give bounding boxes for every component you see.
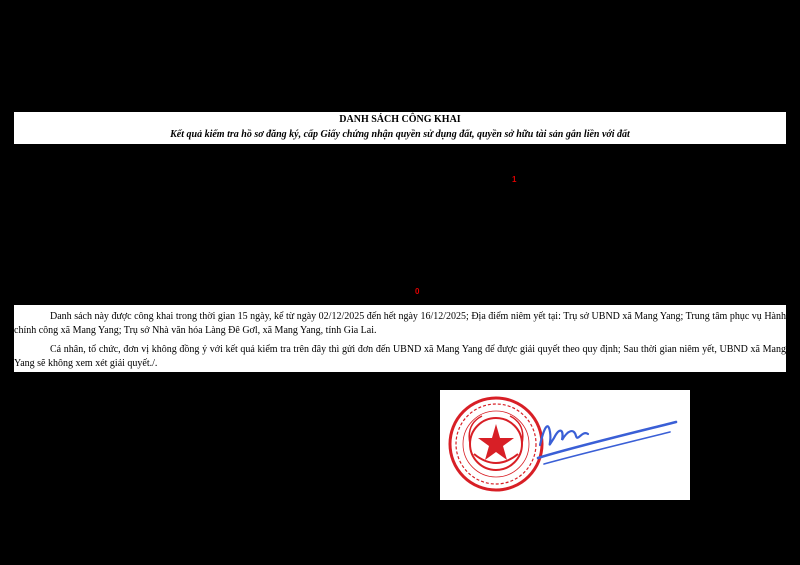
red-mark-lower: 0 xyxy=(415,287,420,296)
notice-section xyxy=(14,305,786,372)
notice-paragraph-2: Cá nhân, tổ chức, đơn vị không đồng ý với kết quả kiểm tra trên đây thì gửi đơn đến UBND xã Mang Yang để được giải quyết theo quy định; Sau thời gian niêm yết, UBND xã Mang Yang sẽ không xem xét giải quyết./. xyxy=(14,344,786,369)
document-title: DANH SÁCH CÔNG KHAI xyxy=(339,114,461,125)
document-subtitle: Kết quả kiểm tra hồ sơ đăng ký, cấp Giấy chứng nhận quyền sử dụng đất, quyền sở hữu tài sản gắn liền với đất xyxy=(170,129,630,140)
signature-icon xyxy=(530,400,680,480)
signature-area xyxy=(440,390,690,500)
document-header xyxy=(14,112,786,144)
red-mark-upper: 1 xyxy=(512,175,517,184)
notice-paragraph-1: Danh sách này được công khai trong thời gian 15 ngày, kể từ ngày 02/12/2025 đến hết ngày 16/12/2025; Địa điểm niêm yết tại: Trụ sở UBND xã Mang Yang; Trung tâm phục vụ Hành chính công xã Mang Yang; Trụ sở Nhà văn hóa Làng Đê Gơl, xã Mang Yang, tỉnh Gia Lai. xyxy=(14,311,786,336)
